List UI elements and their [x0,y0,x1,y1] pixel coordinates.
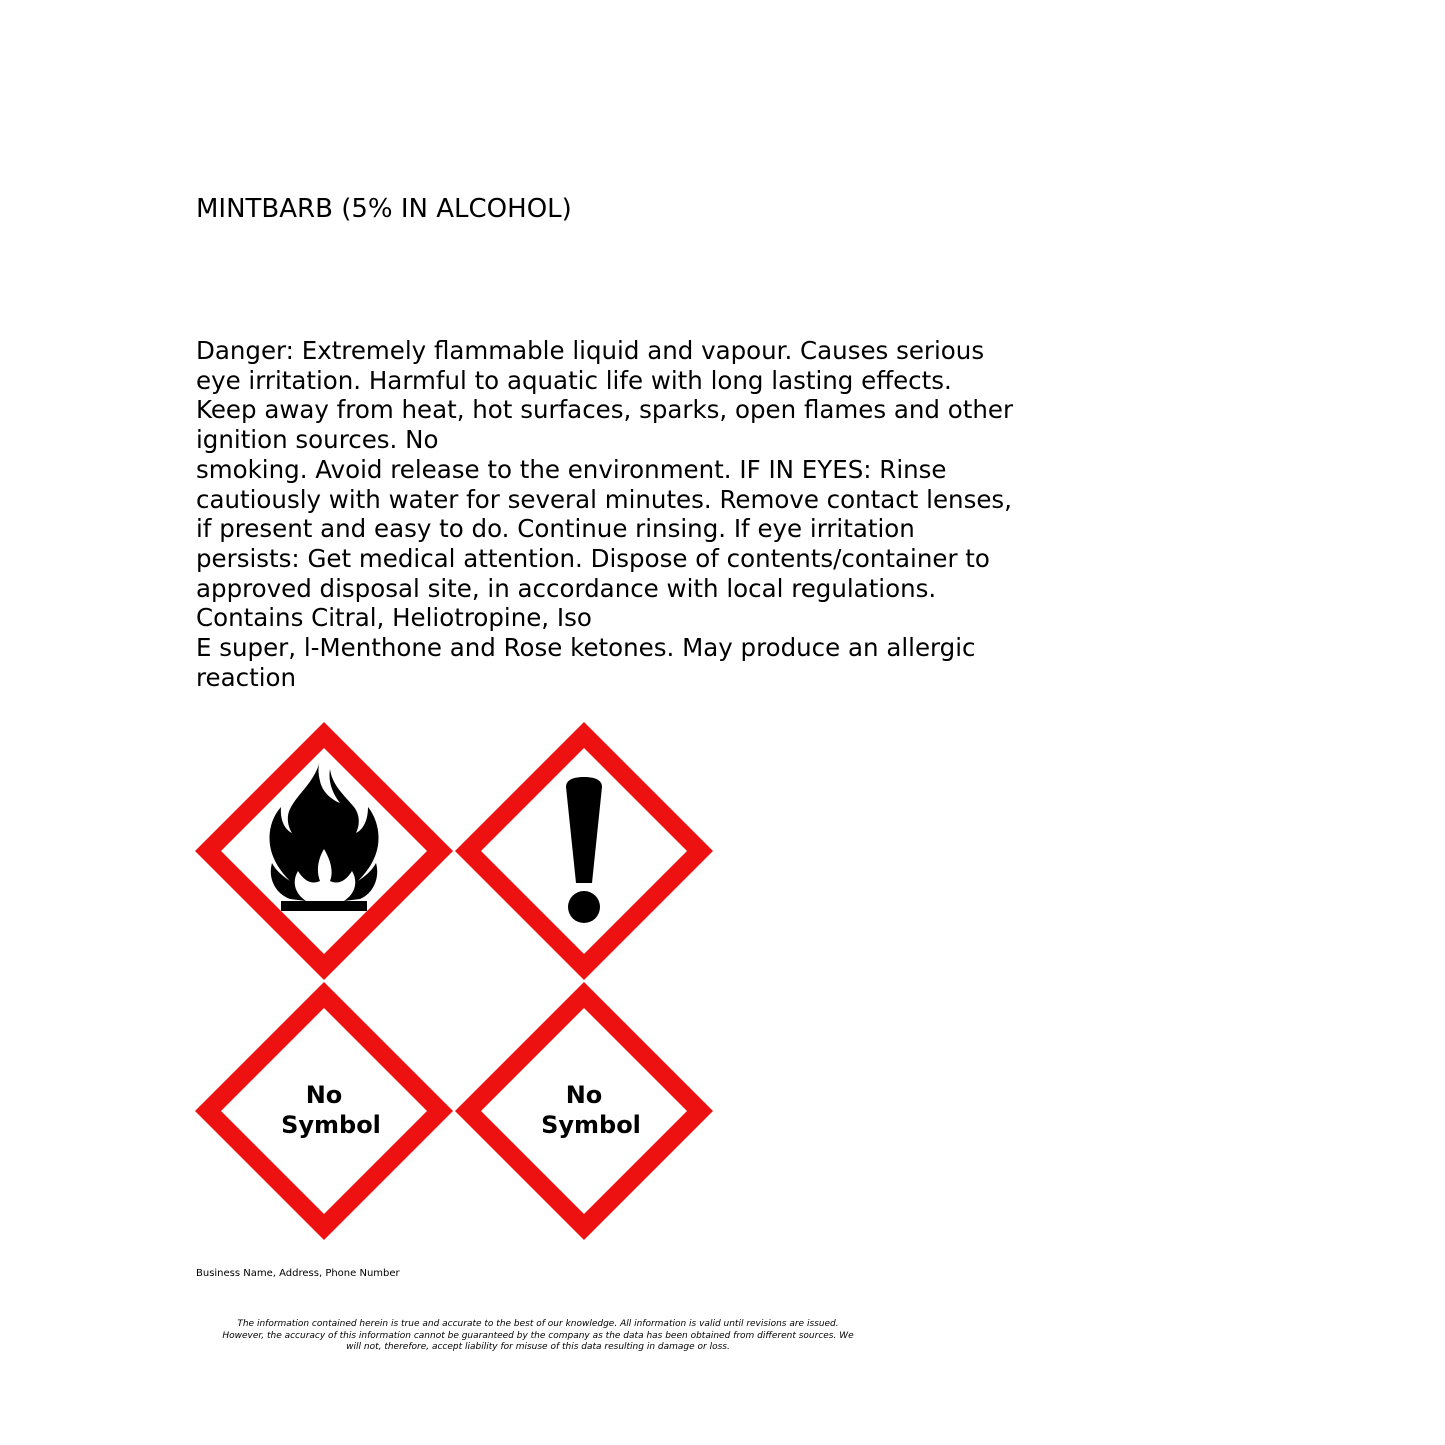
no-symbol-text: No [305,1081,343,1109]
hazard-statement-line: reaction [196,662,297,692]
product-name: MINTBARB (5% IN ALCOHOL) [196,194,572,224]
no-symbol-text: No [565,1081,603,1109]
hazard-statement-line: if present and easy to do. Continue rinsing. If eye irritation [196,514,915,544]
disclaimer-line: However, the accuracy of this information cannot be guaranteed by the company as the data has been obtained from different sources. We [222,1330,854,1341]
disclaimer-line: will not, therefore, accept liability for misuse of this data resulting in damage or loss. [346,1342,730,1352]
hazard-statement [196,336,1136,692]
hazard-statement-line: Keep away from heat, hot surfaces, sparks, open flames and other [196,395,1014,425]
hazard-statement-line: smoking. Avoid release to the environment. IF IN EYES: Rinse [196,454,947,484]
no-symbol-text: Symbol [541,1111,641,1139]
hazard-statement-line: approved disposal site, in accordance with local regulations. [196,573,937,603]
disclaimer-line: The information contained herein is true and accurate to the best of our knowledge. All information is valid until revisions are issued. [237,1319,839,1329]
hazard-statement-line: E super, l-Menthone and Rose ketones. May produce an allergic [196,633,976,663]
hazard-statement-line: eye irritation. Harmful to aquatic life with long lasting effects. [196,365,952,395]
no-symbol-pictogram [195,982,453,1240]
business-info: Business Name, Address, Phone Number [196,1268,400,1279]
hazard-statement-line: Contains Citral, Heliotropine, Iso [196,603,592,633]
no-symbol-text: Symbol [281,1111,381,1139]
no-symbol-pictogram [455,982,713,1240]
hazard-statement-line: persists: Get medical attention. Dispose of contents/container to [196,543,990,573]
flame-pictogram [195,722,453,980]
hazard-statement-line: cautiously with water for several minutes. Remove contact lenses, [196,484,1012,514]
ghs-pictograms [194,721,714,1243]
hazard-statement-line: ignition sources. No [196,425,439,455]
disclaimer [160,1319,916,1354]
pictogram-grid [194,721,714,1243]
hazard-statement-line: Danger: Extremely flammable liquid and vapour. Causes serious [196,336,985,365]
exclamation-pictogram [455,722,713,980]
